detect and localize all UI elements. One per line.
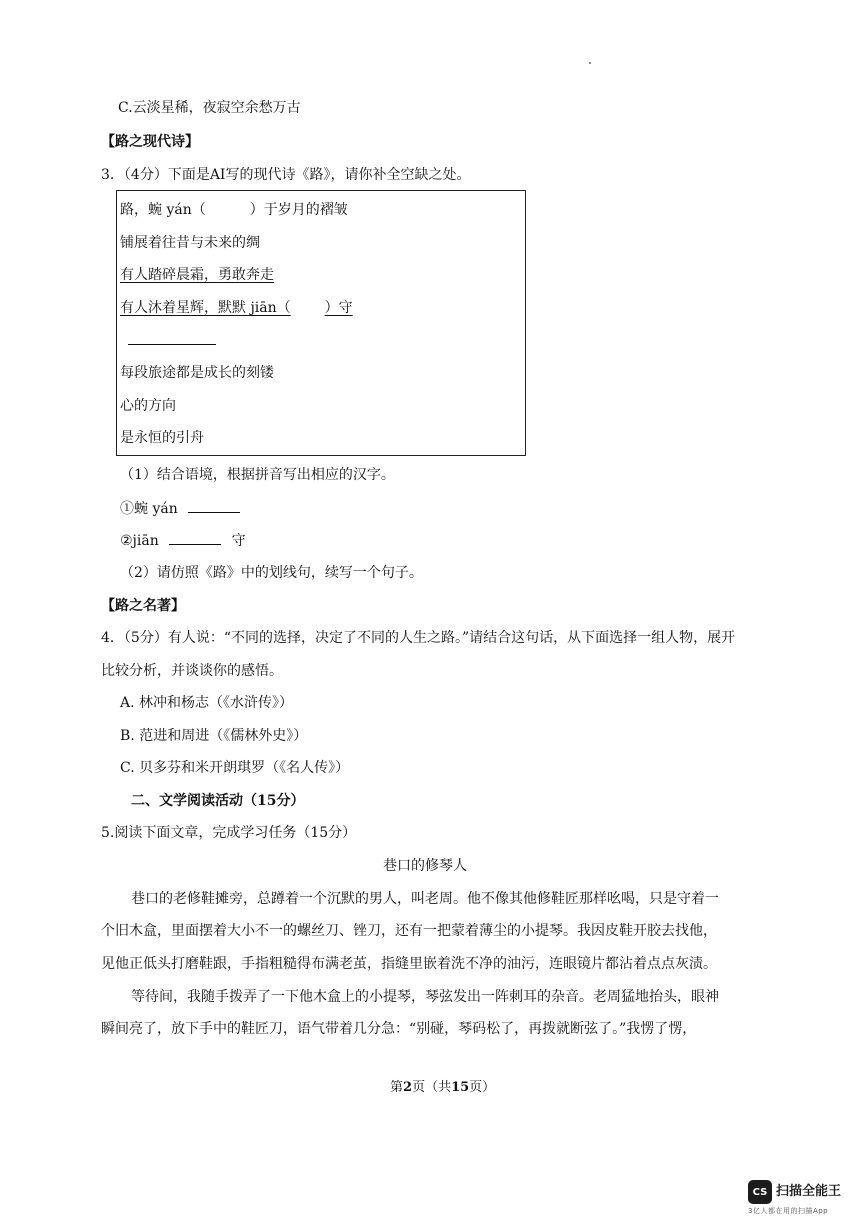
- scan-speck: [589, 62, 591, 64]
- page-label-prefix: 第: [390, 1080, 404, 1095]
- q3-item-2-suffix: 守: [231, 533, 246, 549]
- page-total: 15: [451, 1080, 470, 1095]
- poem-line-3-underlined: 有人踏碎晨霜，勇敢奔走: [120, 267, 274, 283]
- poem-line-4-part-a: 有人沐着星辉，默默 jiān（: [120, 300, 291, 316]
- page-label-mid: 页（共: [412, 1080, 452, 1095]
- camscanner-logo-icon: CS: [748, 1180, 772, 1204]
- article-p1-line-1: 巷口的老修鞋摊旁，总蹲着一个沉默的男人，叫老周。他不像其他修鞋匠那样吆喝，只是守着一: [131, 891, 719, 907]
- question-4-option-a: A. 林冲和杨志（《水浒传》）: [120, 695, 294, 711]
- page-label-suffix: 页）: [469, 1080, 496, 1095]
- poem-line-1-part-b: ）于岁月的褶皱: [249, 202, 348, 218]
- poem-line-4-underlined: [120, 298, 353, 318]
- section-heading-modern-poem: 【路之现代诗】: [101, 134, 199, 150]
- watermark-tagline: 3亿人都在用的扫描App: [748, 1207, 829, 1215]
- article-p2-line-1: 等待间，我随手拨弄了一下他木盒上的小提琴，琴弦发出一阵刺耳的杂音。老周猛地抬头，眼神: [131, 989, 719, 1005]
- q3-item-2-text: ②jiān: [120, 533, 159, 549]
- article-p1-line-3: 见他正低头打磨鞋跟，手指粗糙得布满老茧，指缝里嵌着洗不净的油污，连眼镜片都沾着点点灰渍。: [101, 956, 717, 972]
- question-3-stem: 3．（4分）下面是AI写的现代诗《路》，请你补全空缺之处。: [101, 167, 471, 183]
- article-title: 巷口的修琴人: [383, 858, 467, 874]
- question-4-option-b: B. 范进和周进（《儒林外史》）: [120, 728, 308, 744]
- q3-item-2: [120, 530, 246, 551]
- question-4-option-c: C. 贝多芬和米开朗琪罗（《名人传》）: [120, 760, 350, 776]
- answer-blank-1[interactable]: [188, 498, 240, 513]
- poem-line-1: [120, 200, 348, 220]
- poem-fill-line: [128, 344, 216, 345]
- poem-line-2: 铺展着往昔与未来的绸: [120, 235, 260, 251]
- answer-blank-2[interactable]: [169, 530, 221, 545]
- q3-sub-2: （2）请仿照《路》中的划线句，续写一个句子。: [120, 565, 423, 581]
- poem-line-7: 心的方向: [120, 398, 176, 414]
- q3-item-1-text: ①蜿 yán: [120, 501, 178, 517]
- watermark-app-name: 扫描全能王: [776, 1184, 842, 1199]
- question-4-line-1: 4．（5分）有人说：“不同的选择，决定了不同的人生之路。”请结合这句话，从下面选择一组人物，展开: [101, 630, 736, 646]
- q3-sub-1: （1）结合语境，根据拼音写出相应的汉字。: [120, 467, 395, 483]
- article-p1-line-2: 个旧木盒，里面摆着大小不一的螺丝刀、锉刀，还有一把蒙着薄尘的小提琴。我因皮鞋开胶去找他，: [101, 923, 717, 939]
- poem-line-8: 是永恒的引舟: [120, 430, 204, 446]
- poem-line-4-part-b: ）守: [324, 300, 353, 316]
- part-2-heading: 二、文学阅读活动（15分）: [131, 793, 305, 809]
- prev-option-c: C.云淡星稀，夜寂空余愁万古: [118, 100, 301, 116]
- question-4-line-2: 比较分析，并谈谈你的感悟。: [101, 663, 283, 679]
- page-current: 2: [403, 1080, 413, 1095]
- section-heading-classics: 【路之名著】: [101, 598, 185, 614]
- question-5-stem: 5.阅读下面文章，完成学习任务（15分）: [101, 825, 357, 841]
- page-number: [390, 1078, 495, 1098]
- poem-line-1-part-a: 路，蜿 yán（: [120, 202, 206, 218]
- q3-item-1: [120, 498, 240, 519]
- poem-line-6: 每段旅途都是成长的刻镂: [120, 365, 274, 381]
- article-p2-line-2: 瞬间亮了，放下手中的鞋匠刀，语气带着几分急：“别碰，琴码松了，再拨就断弦了。”我愣了愣，: [101, 1021, 697, 1037]
- poem-box: [116, 190, 526, 456]
